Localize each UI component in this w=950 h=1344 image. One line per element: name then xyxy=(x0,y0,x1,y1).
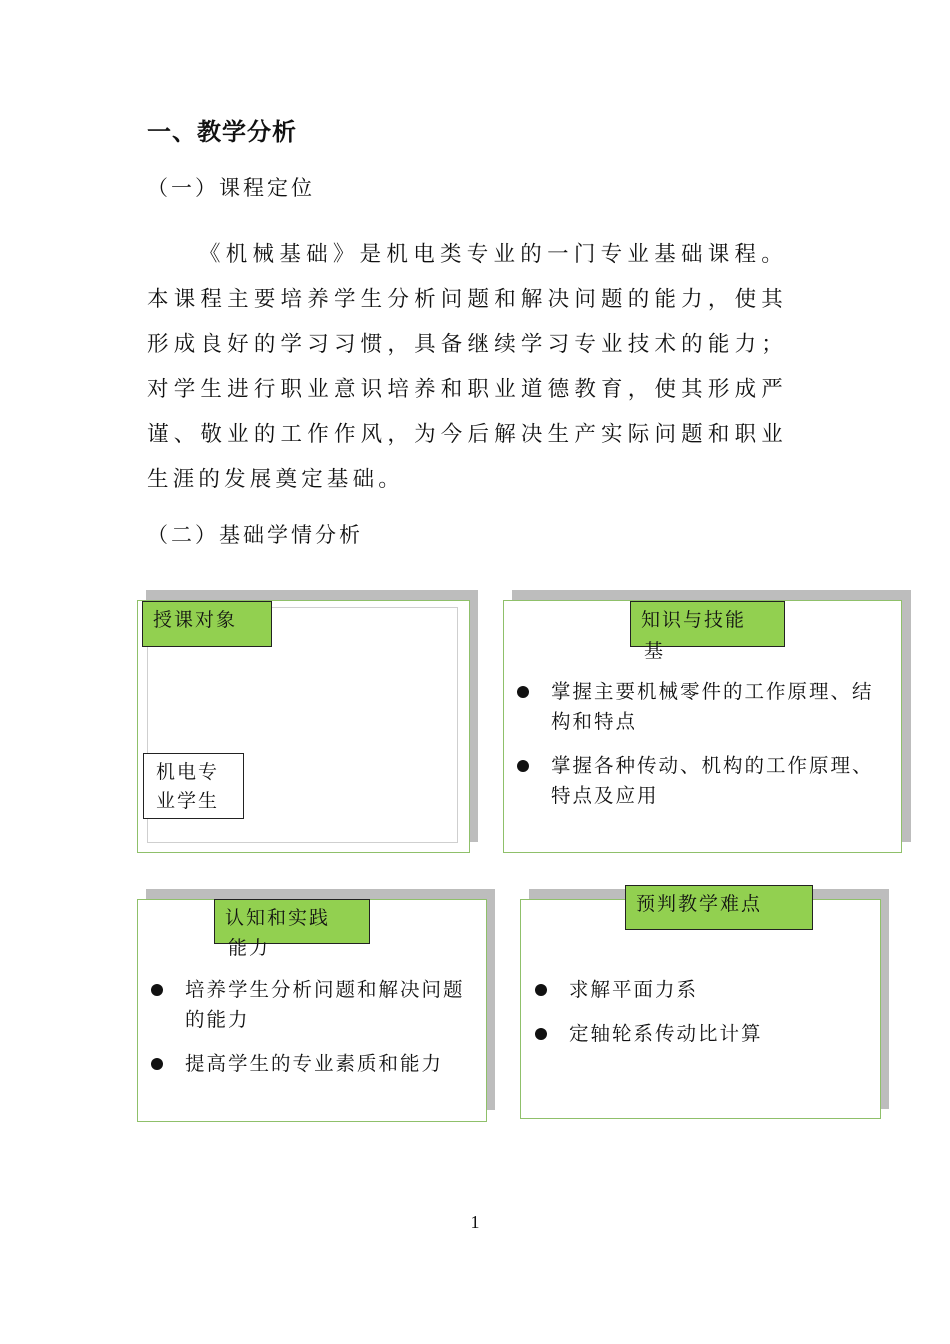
list-item: 培养学生分析问题和解决问题的能力 xyxy=(151,975,476,1035)
knowledge-list xyxy=(517,677,889,825)
ability-list xyxy=(151,975,476,1093)
target-audience-line-1: 机电专 xyxy=(156,761,220,783)
ability-label-overflow: 能力 xyxy=(228,937,271,959)
target-label: 授课对象 xyxy=(153,609,238,631)
target-audience-line-2: 业学生 xyxy=(156,790,220,812)
ability-label: 认知和实践 xyxy=(225,907,331,929)
list-item: 求解平面力系 xyxy=(535,975,865,1005)
target-label-tag xyxy=(142,601,272,647)
subsection-student-analysis: （二）基础学情分析 xyxy=(147,523,363,547)
page-number: 1 xyxy=(470,1212,480,1232)
course-description-paragraph: 《机械基础》是机电类专业的一门专业基础课程。本课程主要培养学生分析问题和解决问题的能力，使其形成良好的学习习惯，具备继续学习专业技术的能力；对学生进行职业意识培养和职业道德教育，使其形成严谨、敬业的工作作风，为今后解决生产实际问题和职业生涯的发展奠定基础。 xyxy=(147,242,787,492)
list-item: 定轴轮系传动比计算 xyxy=(535,1019,865,1049)
bullet-icon xyxy=(517,686,529,698)
subsection-course-positioning: （一）课程定位 xyxy=(147,176,315,200)
list-item: 掌握各种传动、机构的工作原理、特点及应用 xyxy=(517,751,889,811)
difficulty-label: 预判教学难点 xyxy=(636,893,763,915)
knowledge-label-overflow: 基 xyxy=(644,640,666,662)
list-item: 掌握主要机械零件的工作原理、结构和特点 xyxy=(517,677,889,737)
difficulty-list xyxy=(535,975,865,1063)
bullet-icon xyxy=(535,1028,547,1040)
section-title: 一、教学分析 xyxy=(147,118,297,146)
list-item: 提高学生的专业素质和能力 xyxy=(151,1049,476,1079)
bullet-icon xyxy=(517,760,529,772)
target-audience-box xyxy=(143,753,244,819)
bullet-icon xyxy=(151,984,163,996)
bullet-icon xyxy=(151,1058,163,1070)
knowledge-label: 知识与技能 xyxy=(641,609,747,631)
difficulty-label-tag xyxy=(625,885,813,930)
bullet-icon xyxy=(535,984,547,996)
